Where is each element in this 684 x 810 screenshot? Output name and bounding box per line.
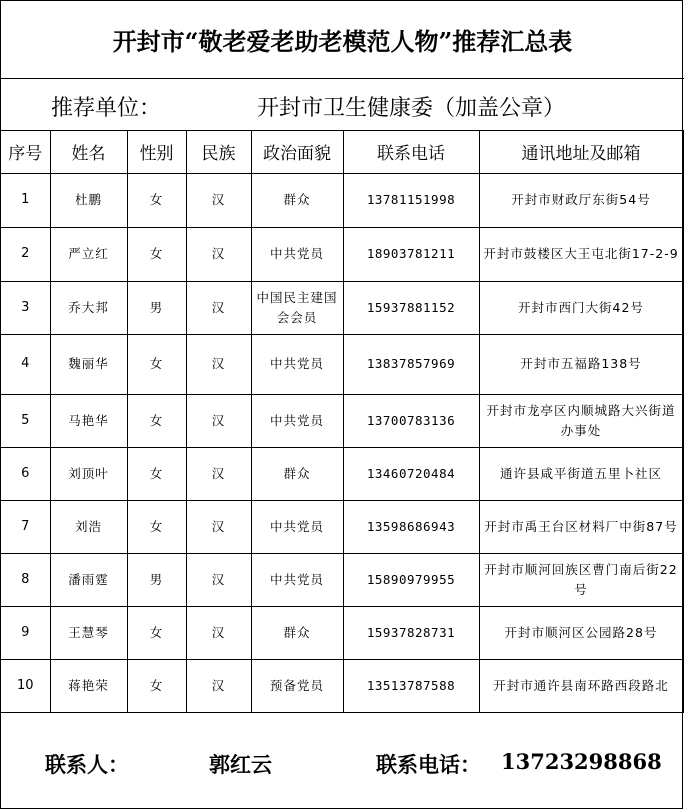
cell-phone: 13700783136: [343, 394, 479, 447]
cell-phone: 13598686943: [343, 500, 479, 553]
cell-name: 潘雨霆: [50, 553, 127, 606]
cell-ethnicity: 汉: [186, 606, 251, 659]
cell-gender: 女: [127, 606, 186, 659]
cell-address: 开封市通许县南环路西段路北: [479, 659, 683, 712]
cell-ethnicity: 汉: [186, 394, 251, 447]
header-name: 姓名: [50, 131, 127, 173]
recommending-unit-value: 开封市卫生健康委（加盖公章）: [257, 96, 566, 121]
cell-ethnicity: 汉: [186, 173, 251, 227]
table-row: [1, 606, 683, 659]
cell-gender: 女: [127, 659, 186, 712]
cell-no: 8: [1, 553, 50, 606]
cell-address: 开封市西门大街42号: [479, 281, 683, 334]
contact-phone-label: 联系电话：: [376, 752, 481, 777]
recommending-unit-label: 推荐单位：: [51, 96, 162, 121]
table-row: [1, 394, 683, 447]
cell-address: 通许县咸平街道五里卜社区: [479, 447, 683, 500]
cell-gender: 女: [127, 500, 186, 553]
cell-no: 1: [1, 173, 50, 227]
contact-phone-value: 13723298868: [501, 749, 662, 774]
cell-name: 马艳华: [50, 394, 127, 447]
header-gender: 性别: [127, 131, 186, 173]
contact-person-label: 联系人：: [45, 752, 129, 777]
cell-name: 王慧琴: [50, 606, 127, 659]
cell-ethnicity: 汉: [186, 500, 251, 553]
cell-address: 开封市财政厅东街54号: [479, 173, 683, 227]
cell-ethnicity: 汉: [186, 227, 251, 281]
cell-address: 开封市鼓楼区大王屯北街17-2-9: [479, 227, 683, 281]
cell-address: 开封市禹王台区材料厂中街87号: [479, 500, 683, 553]
table-row: [1, 447, 683, 500]
nominee-table: [1, 131, 684, 713]
cell-phone: 13513787588: [343, 659, 479, 712]
cell-phone: 15890979955: [343, 553, 479, 606]
table-row: [1, 553, 683, 606]
cell-gender: 女: [127, 334, 186, 394]
cell-ethnicity: 汉: [186, 334, 251, 394]
cell-political: 中共党员: [251, 334, 343, 394]
header-address: 通讯地址及邮箱: [479, 131, 683, 173]
cell-no: 6: [1, 447, 50, 500]
cell-no: 3: [1, 281, 50, 334]
cell-no: 5: [1, 394, 50, 447]
cell-gender: 男: [127, 281, 186, 334]
cell-political: 群众: [251, 447, 343, 500]
cell-ethnicity: 汉: [186, 659, 251, 712]
table-row: [1, 334, 683, 394]
cell-name: 杜鹏: [50, 173, 127, 227]
cell-political: 中共党员: [251, 227, 343, 281]
cell-political: 中国民主建国会会员: [251, 281, 343, 334]
cell-no: 9: [1, 606, 50, 659]
cell-gender: 女: [127, 447, 186, 500]
contact-person-name: 郭红云: [209, 752, 272, 777]
cell-no: 4: [1, 334, 50, 394]
cell-political: 预备党员: [251, 659, 343, 712]
cell-phone: 13837857969: [343, 334, 479, 394]
cell-phone: 18903781211: [343, 227, 479, 281]
header-political: 政治面貌: [251, 131, 343, 173]
cell-no: 10: [1, 659, 50, 712]
header-no: 序号: [1, 131, 50, 173]
cell-phone: 15937881152: [343, 281, 479, 334]
cell-ethnicity: 汉: [186, 281, 251, 334]
cell-no: 7: [1, 500, 50, 553]
cell-no: 2: [1, 227, 50, 281]
cell-political: 群众: [251, 173, 343, 227]
cell-phone: 15937828731: [343, 606, 479, 659]
cell-name: 严立红: [50, 227, 127, 281]
cell-political: 中共党员: [251, 394, 343, 447]
table-row: [1, 500, 683, 553]
cell-ethnicity: 汉: [186, 553, 251, 606]
table-row: [1, 227, 683, 281]
cell-name: 蒋艳荣: [50, 659, 127, 712]
cell-address: 开封市顺河回族区曹门南后街22号: [479, 553, 683, 606]
cell-gender: 女: [127, 394, 186, 447]
cell-ethnicity: 汉: [186, 447, 251, 500]
cell-political: 群众: [251, 606, 343, 659]
cell-phone: 13460720484: [343, 447, 479, 500]
cell-address: 开封市五福路138号: [479, 334, 683, 394]
cell-phone: 13781151998: [343, 173, 479, 227]
contact-footer: [1, 712, 684, 810]
cell-address: 开封市顺河区公园路28号: [479, 606, 683, 659]
table-header-row: [1, 131, 683, 173]
table-row: [1, 659, 683, 712]
cell-name: 魏丽华: [50, 334, 127, 394]
cell-political: 中共党员: [251, 500, 343, 553]
header-ethnicity: 民族: [186, 131, 251, 173]
cell-name: 刘顶叶: [50, 447, 127, 500]
table-row: [1, 281, 683, 334]
table-row: [1, 173, 683, 227]
cell-name: 刘浩: [50, 500, 127, 553]
cell-gender: 女: [127, 173, 186, 227]
cell-address: 开封市龙亭区内顺城路大兴街道办事处: [479, 394, 683, 447]
header-phone: 联系电话: [343, 131, 479, 173]
cell-name: 乔大邦: [50, 281, 127, 334]
cell-gender: 女: [127, 227, 186, 281]
document-title: 开封市“敬老爱老助老模范人物”推荐汇总表: [1, 1, 684, 79]
cell-gender: 男: [127, 553, 186, 606]
recommending-unit-row: [1, 79, 684, 131]
cell-political: 中共党员: [251, 553, 343, 606]
